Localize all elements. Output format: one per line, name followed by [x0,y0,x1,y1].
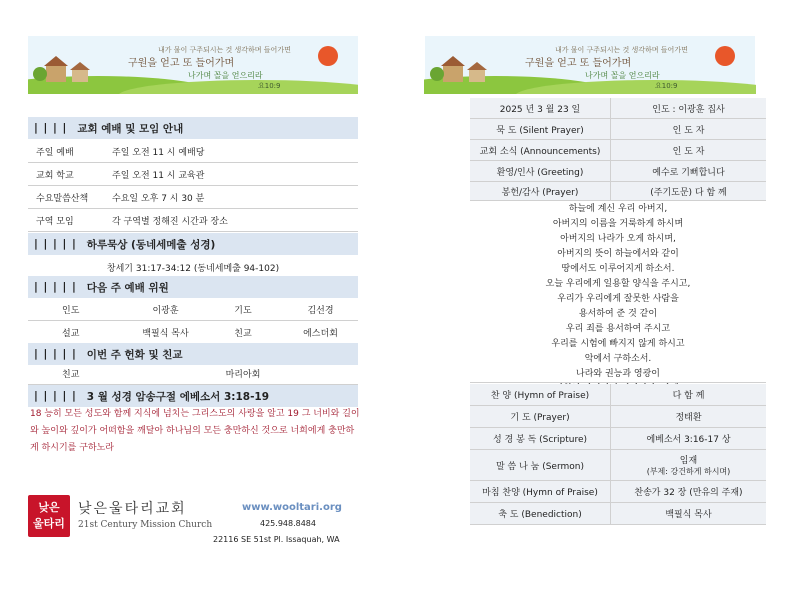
worship-row: 봉헌/감사 (Prayer) (주기도문) 다 함 께 [470,182,766,201]
committee-row: 인도 이광훈 기도 김선경 [28,298,358,321]
banner-left [28,36,358,94]
svg-text:구원을 얻고 또 들어가며: 구원을 얻고 또 들어가며 [128,58,235,69]
svg-text:내가 물이 구주되시는 것 생각하며 들어가면: 내가 물이 구주되시는 것 생각하며 들어가면 [158,46,291,54]
svg-text:내가 물이 구주되시는 것 생각하며 들어가면: 내가 물이 구주되시는 것 생각하며 들어가면 [555,46,688,54]
svg-text:요10:9: 요10:9 [655,82,678,90]
worship-row-sermon: 말 씀 나 눔 (Sermon) 임재 (부제: 강건하게 하시며) [470,450,766,481]
banner-right [424,36,756,94]
address: 22116 SE 51st Pl. Issaquah, WA [213,535,340,544]
svg-text:나가며 꼴을 얻으리라: 나가며 꼴을 얻으리라 [188,71,263,80]
meditation-passage: 창세기 31:17-34:12 (동네세메출 94-102) [106,264,280,274]
section-header-committee: | | | | | 다음 주 예배 위원 [28,276,358,298]
memory-verse-text: 18 능히 모든 성도와 함께 지식에 넘치는 그리스도의 사랑을 알고 19 그 너비와 길이와 높이와 깊이가 어떠함을 깨달아 하나님의 모든 충만하신 것으로 너희에게 충만하게 하시기를 구하노라 [30,409,360,453]
sun-icon [318,46,338,66]
section-header-meditation: | | | | | 하루묵상 (동네세메출 성경) [28,233,358,255]
worship-row: 찬 양 (Hymn of Praise) 다 함 께 [470,384,766,406]
section-title: 하루묵상 (동네세메출 성경) [86,238,216,251]
worship-row: 묵 도 (Silent Prayer) 인 도 자 [470,119,766,140]
banner-illustration [28,36,358,94]
section-header-fellowship: | | | | | 이번 주 헌화 및 친교 [28,343,358,365]
worship-row: 교회 소식 (Announcements) 인 도 자 [470,140,766,161]
section-header-memory-verse: | | | | | 3 월 성경 암송구절 에베소서 3:18-19 [28,385,358,407]
worship-row: 축 도 (Benediction) 백필식 목사 [470,503,766,525]
section-title: 이번 주 헌화 및 친교 [86,348,183,361]
meeting-row: 수요말씀산책 수요일 오후 7 시 30 분 [28,186,358,209]
church-english-name: 21st Century Mission Church [78,520,213,530]
worship-row: 2025 년 3 월 23 일 인도 : 이광훈 집사 [470,98,766,119]
phone-number: 425.948.8484 [260,519,316,528]
section-title: 교회 예배 및 모임 안내 [77,122,184,135]
church-logo: 낮은 울타리 [28,495,70,537]
section-header-services: | | | | 교회 예배 및 모임 안내 [28,117,358,139]
meeting-row: 주일 예배 주일 오전 11 시 예배당 [28,140,358,163]
sun-icon [715,46,735,66]
section-title: 3 월 성경 암송구절 에베소서 3:18-19 [86,390,270,403]
committee-row: 설교 백필식 목사 친교 에스더회 [28,321,358,344]
meeting-row: 교회 학교 주일 오전 11 시 교육관 [28,163,358,186]
worship-row: 기 도 (Prayer) 정태환 [470,406,766,428]
meeting-row: 구역 모임 각 구역별 정해진 시간과 장소 [28,209,358,232]
worship-row: 마침 찬양 (Hymn of Praise) 찬송가 32 장 (만유의 주재) [470,481,766,503]
fellowship-row: 친교 마리아회 [28,362,358,385]
svg-text:구원을 얻고 또 들어가며: 구원을 얻고 또 들어가며 [525,58,632,69]
website-link[interactable]: www.wooltari.org [242,502,342,513]
worship-row: 환영/인사 (Greeting) 예수로 기뻐합니다 [470,161,766,182]
worship-row: 성 경 봉 독 (Scripture) 에베소서 3:16-17 상 [470,428,766,450]
banner-illustration [424,36,756,94]
church-name: 낮은울타리교회 [78,501,187,517]
svg-text:요10:9: 요10:9 [258,82,281,90]
lords-prayer: 하늘에 계신 우리 아버지, 아버지의 이름을 거룩하게 하시며 아버지의 나라가 오게 하시며, 아버지의 뜻이 하늘에서와 같이 땅에서도 이루어지게 하소서. 오늘 우리에게 일용할 양식을 주시고, 우리가 우리에게 잘못한 사람을 용서하여 준 것 같이 우리 죄를 용서하여 주시고 우리를 시험에 빠지지 않게 하시고 악에서 구하소서. 나라와 권능과 영광이 [470,200,766,383]
svg-text:나가며 꼴을 얻으리라: 나가며 꼴을 얻으리라 [585,71,660,80]
section-title: 다음 주 예배 위원 [86,281,169,294]
